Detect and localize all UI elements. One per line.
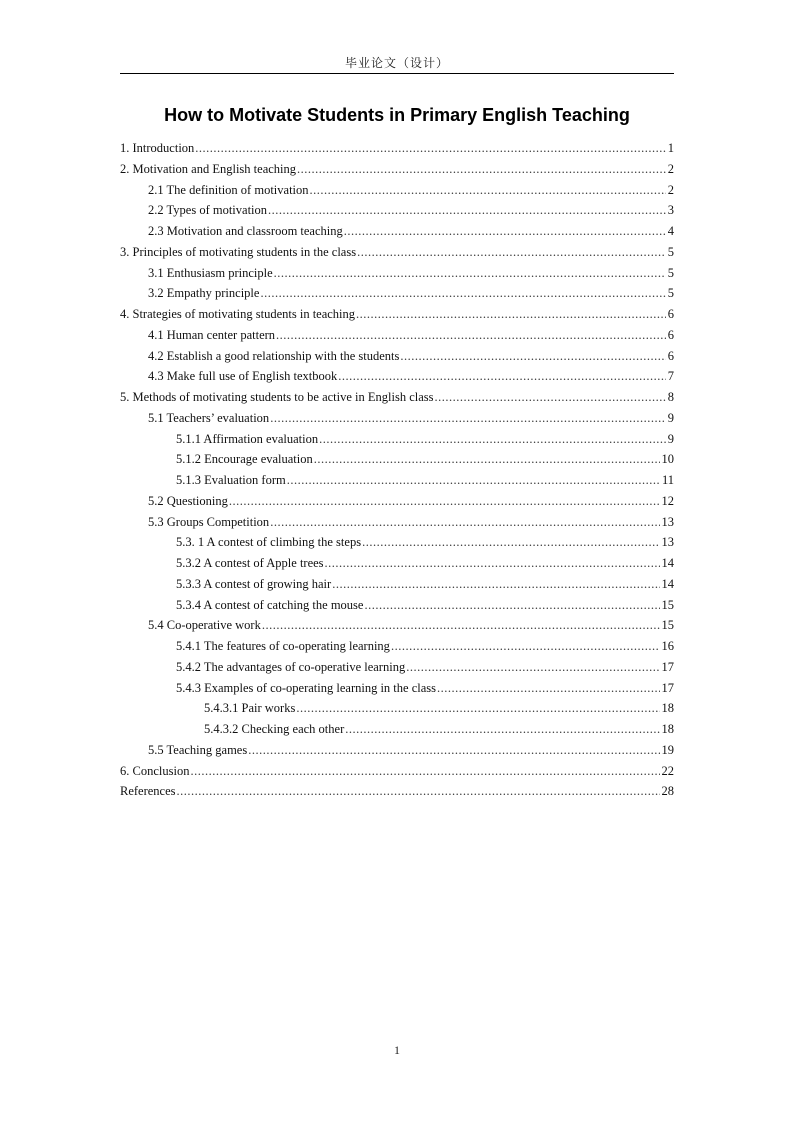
toc-entry-title: 5.3. 1 A contest of climbing the steps [176, 535, 362, 550]
dot-leader [332, 576, 659, 592]
running-header: 毕业论文（设计） [344, 56, 449, 70]
toc-entry-page: 2 [667, 182, 674, 197]
toc-entry-page: 18 [661, 722, 674, 736]
dot-leader [406, 659, 659, 675]
toc-entry-page: 15 [661, 597, 674, 612]
toc-entry-page: 17 [661, 659, 674, 674]
dot-leader [276, 327, 666, 343]
toc-entry[interactable] [120, 742, 674, 763]
toc-entry[interactable] [120, 451, 674, 472]
toc-entry-title: 5.4 Co-operative work [148, 618, 261, 633]
toc-entry-page: 16 [661, 639, 674, 653]
toc-entry-title: 1. Introduction [120, 141, 195, 155]
toc-entry[interactable] [120, 493, 674, 514]
dot-leader [260, 285, 665, 301]
dot-leader [177, 783, 660, 799]
toc-entry[interactable] [120, 244, 674, 265]
toc-entry-title: 2.2 Types of motivation [148, 203, 268, 218]
dot-leader [391, 638, 660, 654]
dot-leader [262, 617, 660, 633]
toc-entry[interactable] [120, 368, 674, 389]
toc-entry-title: 5.1.2 Encourage evaluation [176, 452, 313, 467]
dot-leader [296, 700, 659, 716]
toc-entry-title: 4. Strategies of motivating students in teaching [120, 307, 356, 321]
toc-entry-title: 2.1 The definition of motivation [148, 182, 309, 197]
dot-leader [338, 368, 666, 384]
toc-entry[interactable] [120, 223, 674, 244]
dot-leader [345, 721, 659, 737]
toc-entry-title: 2.3 Motivation and classroom teaching [148, 224, 343, 238]
toc-entry[interactable] [120, 576, 674, 597]
dot-leader [229, 493, 660, 509]
toc-entry-page: 2 [667, 161, 674, 176]
toc-entry-title: 5. Methods of motivating students to be active in English class [120, 390, 434, 404]
toc-entry-page: 11 [661, 473, 674, 487]
toc-entry-title: 5.4.3 Examples of co-operating learning in the class [176, 680, 436, 695]
toc-entry-page: 12 [661, 493, 674, 508]
toc-entry-page: 6 [667, 327, 674, 342]
toc-entry-title: 5.3.3 A contest of growing hair [176, 576, 332, 591]
dot-leader [190, 763, 659, 779]
toc-entry[interactable] [120, 327, 674, 348]
dot-leader [314, 451, 660, 467]
toc-entry-page: 6 [667, 348, 674, 363]
dot-leader [364, 597, 659, 613]
toc-entry[interactable] [120, 389, 674, 410]
toc-entry-title: 5.3.4 A contest of catching the mouse [176, 597, 364, 612]
toc-entry[interactable] [120, 182, 674, 203]
toc-entry[interactable] [120, 783, 674, 804]
toc-entry-title: 5.4.1 The features of co-operating learning [176, 639, 390, 653]
toc-entry-page: 15 [661, 618, 674, 633]
toc-entry[interactable] [120, 597, 674, 618]
toc-entry-page: 3 [667, 203, 674, 218]
dot-leader [319, 431, 666, 447]
toc-entry-page: 8 [667, 390, 674, 404]
toc-entry[interactable] [120, 617, 674, 638]
toc-entry-title: 3.1 Enthusiasm principle [148, 265, 273, 280]
toc-entry-title: 5.5 Teaching games [148, 742, 248, 757]
toc-entry-page: 9 [667, 431, 674, 446]
toc-entry[interactable] [120, 638, 674, 659]
document-title: How to Motivate Students in Primary English Teaching [164, 105, 630, 125]
toc-entry[interactable] [120, 763, 674, 784]
toc-entry-title: 4.1 Human center pattern [148, 327, 276, 342]
dot-leader [270, 410, 666, 426]
toc-entry-page: 18 [661, 701, 674, 716]
toc-entry-title: 4.3 Make full use of English textbook [148, 369, 338, 384]
toc-entry[interactable] [120, 700, 674, 721]
toc-entry-title: 4.2 Establish a good relationship with the students [148, 348, 400, 363]
toc-entry-title: 5.4.2 The advantages of co-operative learning [176, 659, 406, 674]
toc-entry[interactable] [120, 721, 674, 742]
toc-entry-page: 5 [667, 286, 674, 301]
toc-entry-title: 5.1 Teachers’ evaluation [148, 410, 270, 425]
toc-entry-title: 5.1.3 Evaluation form [176, 473, 286, 487]
toc-entry[interactable] [120, 659, 674, 680]
toc-entry-page: 1 [667, 141, 674, 155]
toc-entry[interactable] [120, 265, 674, 286]
toc-entry-page: 13 [661, 514, 674, 529]
toc-entry-page: 4 [667, 224, 674, 238]
toc-entry-title: 5.4.3.1 Pair works [204, 701, 296, 716]
table-of-contents [120, 140, 674, 804]
header-rule [120, 73, 674, 74]
toc-entry-page: 5 [667, 265, 674, 280]
toc-entry[interactable] [120, 202, 674, 223]
toc-entry-page: 5 [667, 244, 674, 259]
toc-entry-title: 5.2 Questioning [148, 493, 228, 508]
toc-entry[interactable] [120, 410, 674, 431]
toc-entry[interactable] [120, 555, 674, 576]
dot-leader [357, 244, 666, 260]
dot-leader [287, 472, 660, 488]
toc-entry[interactable] [120, 306, 674, 327]
toc-entry-page: 6 [667, 307, 674, 321]
toc-entry-page: 19 [661, 742, 674, 757]
dot-leader [297, 161, 666, 177]
toc-entry-title: 5.4.3.2 Checking each other [204, 722, 345, 736]
toc-entry-title: 3. Principles of motivating students in the class [120, 244, 357, 259]
dot-leader [356, 306, 666, 322]
toc-entry-title: 6. Conclusion [120, 763, 190, 778]
toc-entry-page: 14 [661, 556, 674, 570]
toc-entry-title: 2. Motivation and English teaching [120, 161, 297, 176]
dot-leader [362, 534, 659, 550]
page-number: 1 [394, 1043, 400, 1057]
toc-entry[interactable] [120, 348, 674, 369]
toc-entry[interactable] [120, 431, 674, 452]
dot-leader [310, 182, 666, 198]
dot-leader [435, 389, 666, 405]
toc-entry[interactable] [120, 472, 674, 493]
toc-entry-title: 3.2 Empathy principle [148, 286, 260, 301]
toc-entry-page: 14 [661, 576, 674, 591]
toc-entry[interactable] [120, 140, 674, 161]
toc-entry-title: 5.3 Groups Competition [148, 514, 270, 529]
toc-entry-page: 10 [661, 452, 674, 467]
toc-entry-page: 13 [661, 535, 674, 550]
toc-entry-title: 5.3.2 A contest of Apple trees [176, 556, 324, 570]
dot-leader [268, 202, 666, 218]
dot-leader [274, 265, 666, 281]
toc-entry-page: 9 [667, 410, 674, 425]
toc-entry[interactable] [120, 285, 674, 306]
toc-entry-page: 22 [661, 763, 674, 778]
toc-entry[interactable] [120, 161, 674, 182]
dot-leader [400, 348, 665, 364]
dot-leader [270, 514, 659, 530]
toc-entry-title: References [120, 784, 176, 799]
dot-leader [437, 680, 660, 696]
toc-entry-page: 17 [661, 680, 674, 695]
dot-leader [195, 140, 665, 156]
dot-leader [248, 742, 659, 758]
toc-entry-page: 7 [667, 369, 674, 384]
toc-entry[interactable] [120, 534, 674, 555]
toc-entry-page: 28 [661, 784, 674, 799]
toc-entry[interactable] [120, 514, 674, 535]
dot-leader [344, 223, 666, 239]
toc-entry-title: 5.1.1 Affirmation evaluation [176, 431, 319, 446]
toc-entry[interactable] [120, 680, 674, 701]
dot-leader [325, 555, 660, 571]
